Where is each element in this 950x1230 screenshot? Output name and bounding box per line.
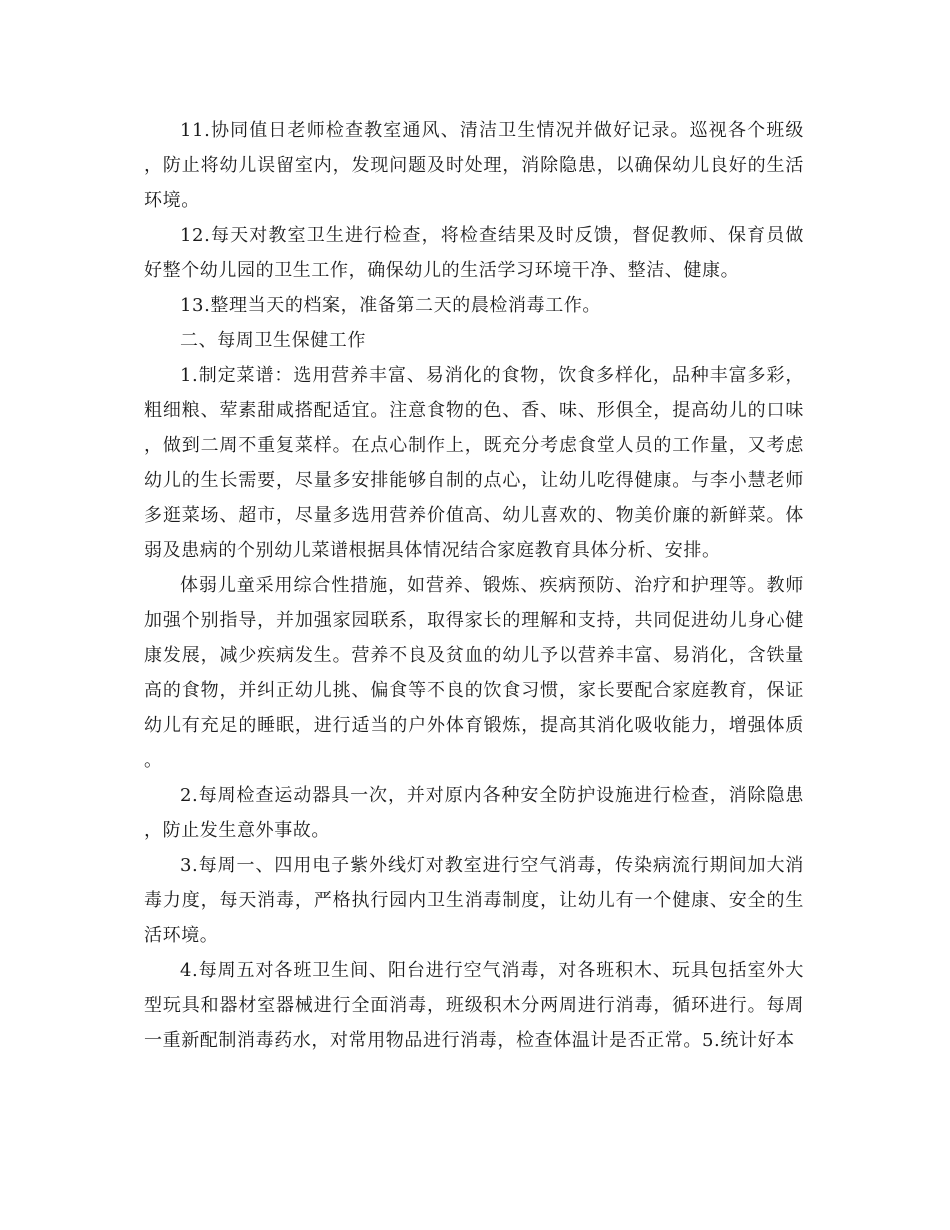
paragraph-item-13: 13.整理当天的档案，准备第二天的晨检消毒工作。 [180, 295, 602, 316]
paragraph-menu-planning: 1.制定菜谱：选用营养丰富、易消化的食物，饮食多样化，品种丰富多彩，粗细粮、荤素甜咸搭配适宜。注意食物的色、香、味、形俱全，提高幼儿的口味，做到二周不重复菜样。在点心制作上，既充分考虑食堂人员的工作量，又考虑幼儿的生长需要，尽量多安排能够自制的点心，让幼儿吃得健康。与李小慧老师多逛菜场、超市，尽量多选用营养价值高、幼儿喜欢的、物美价廉的新鲜菜。体弱及患病的个别幼儿菜谱根据具体情况结合家庭教育具体分析、安排。 [144, 365, 804, 561]
paragraph-item-11: 11.协同值日老师检查教室通风、清洁卫生情况并做好记录。巡视各个班级，防止将幼儿误留室内，发现问题及时处理，消除隐患，以确保幼儿良好的生活环境。 [144, 120, 804, 211]
section-heading-weekly-health: 二、每周卫生保健工作 [180, 330, 366, 351]
document-body [144, 113, 804, 1058]
paragraph-friday-disinfection: 4.每周五对各班卫生间、阳台进行空气消毒，对各班积木、玩具包括室外大型玩具和器材室器械进行全面消毒，班级积木分两周进行消毒，循环进行。每周一重新配制消毒药水，对常用物品进行消毒，检查体温计是否正常。5.统计好本 [144, 960, 804, 1051]
paragraph-weak-children: 体弱儿童采用综合性措施，如营养、锻炼、疾病预防、治疗和护理等。教师加强个别指导，并加强家园联系，取得家长的理解和支持，共同促进幼儿身心健康发展，减少疾病发生。营养不良及贫血的幼儿予以营养丰富、易消化，含铁量高的食物，并纠正幼儿挑、偏食等不良的饮食习惯，家长要配合家庭教育，保证幼儿有充足的睡眠，进行适当的户外体育锻炼，提高其消化吸收能力，增强体质。 [144, 575, 804, 771]
paragraph-item-12: 12.每天对教室卫生进行检查，将检查结果及时反馈，督促教师、保育员做好整个幼儿园的卫生工作，确保幼儿的生活学习环境干净、整洁、健康。 [144, 225, 804, 281]
paragraph-uv-disinfection: 3.每周一、四用电子紫外线灯对教室进行空气消毒，传染病流行期间加大消毒力度，每天消毒，严格执行园内卫生消毒制度，让幼儿有一个健康、安全的生活环境。 [144, 855, 804, 946]
paragraph-equipment-check: 2.每周检查运动器具一次，并对原内各种安全防护设施进行检查，消除隐患，防止发生意外事故。 [144, 785, 804, 841]
